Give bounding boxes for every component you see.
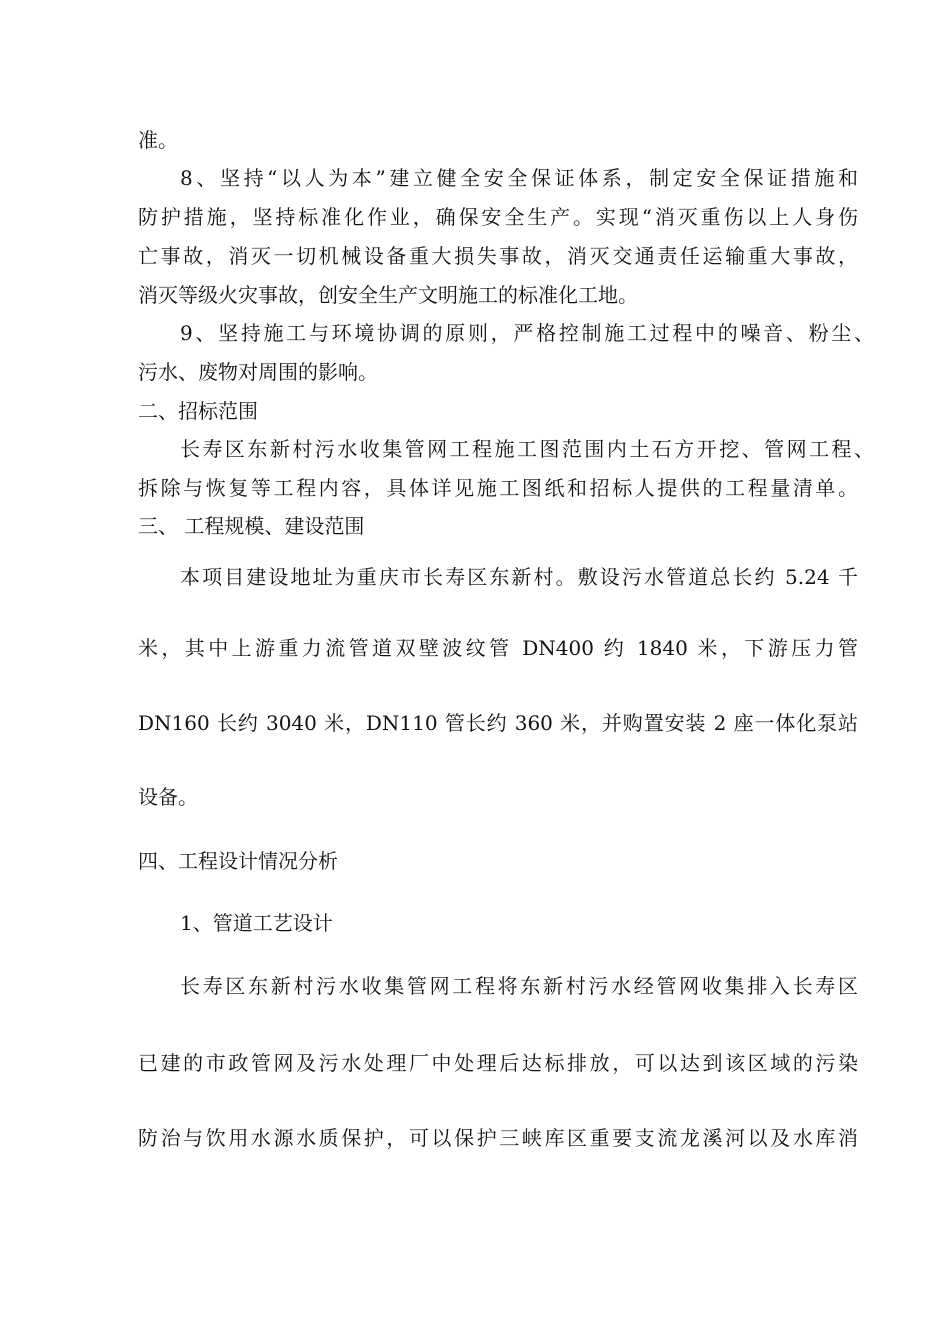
section-heading-3: 三、 工程规模、建设范围	[138, 514, 365, 538]
text-line-1: 准。	[138, 128, 178, 152]
text-line-14: DN160 长约 3040 米，DN110 管长约 360 米，并购置安装 2 座一体化泵站	[138, 711, 858, 735]
text-line-6: 9、坚持施工与环境协调的原则，严格控制施工过程中的噪音、粉尘、	[180, 321, 874, 345]
text-line-12: 本项目建设地址为重庆市长寿区东新村。敷设污水管道总长约 5.24 千	[180, 565, 858, 589]
text-line-15: 设备。	[138, 785, 198, 809]
text-line-10: 拆除与恢复等工程内容，具体详见施工图纸和招标人提供的工程量清单。	[138, 476, 858, 500]
section-heading-4: 四、工程设计情况分析	[138, 849, 338, 873]
section-heading-2: 二、招标范围	[138, 399, 258, 423]
subsection-heading-1: 1、管道工艺设计	[180, 911, 333, 935]
text-line-19: 已建的市政管网及污水处理厂中处理后达标排放，可以达到该区域的污染	[138, 1051, 858, 1075]
text-line-2: 8、坚持“以人为本”建立健全安全保证体系，制定安全保证措施和	[180, 166, 858, 190]
text-line-7: 污水、废物对周围的影响。	[138, 360, 378, 384]
text-line-18: 长寿区东新村污水收集管网工程将东新村污水经管网收集排入长寿区	[180, 974, 858, 998]
text-line-3: 防护措施，坚持标准化作业，确保安全生产。实现“消灭重伤以上人身伤	[138, 205, 858, 229]
text-line-9: 长寿区东新村污水收集管网工程施工图范围内土石方开挖、管网工程、	[180, 437, 874, 461]
text-line-13: 米，其中上游重力流管道双壁波纹管 DN400 约 1840 米，下游压力管	[138, 636, 858, 660]
text-line-4: 亡事故，消灭一切机械设备重大损失事故，消灭交通责任运输重大事故，	[138, 244, 858, 268]
text-line-20: 防治与饮用水源水质保护，可以保护三峡库区重要支流龙溪河以及水库消	[138, 1126, 858, 1150]
text-line-5: 消灭等级火灾事故，创安全生产文明施工的标准化工地。	[138, 283, 638, 307]
